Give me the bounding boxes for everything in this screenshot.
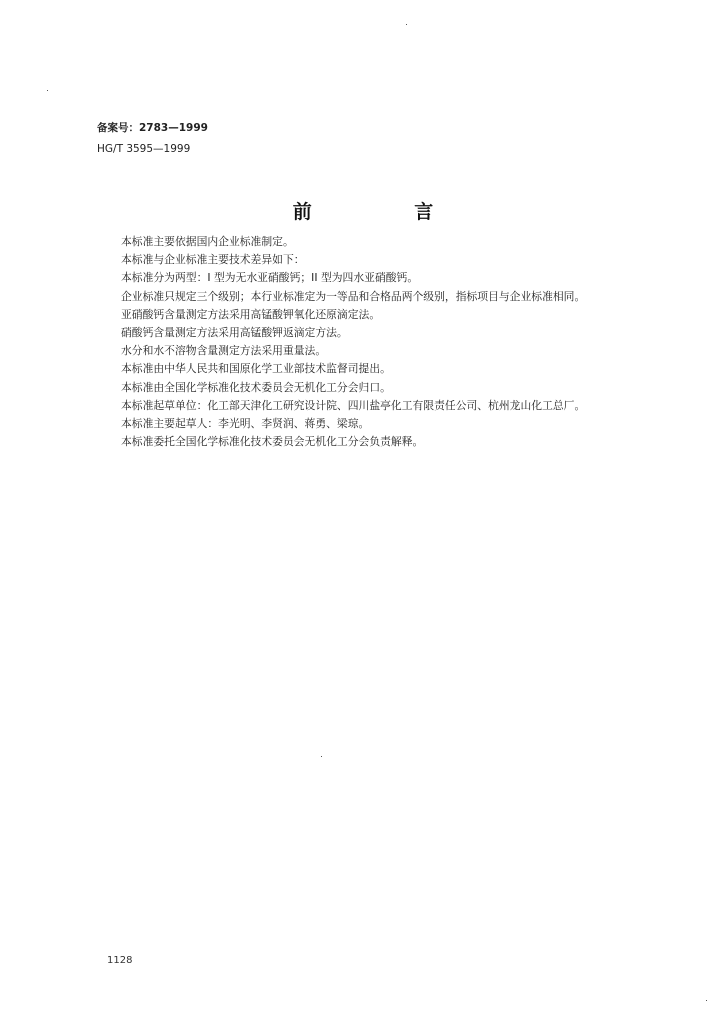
standard-code: HG/T 3595—1999 [97,143,191,155]
registration-number: 备案号：2783—1999 [97,122,208,134]
foreword-paragraph: 亚硝酸钙含量测定方法采用高锰酸钾氧化还原滴定法。 [121,307,381,321]
foreword-paragraph: 硝酸钙含量测定方法采用高锰酸钾返滴定方法。 [121,326,348,340]
page-number: 1128 [107,955,133,966]
foreword-paragraph: 企业标准只规定三个级别；本行业标准定为一等品和合格品两个级别，指标项目与企业标准相同。 [121,289,586,303]
foreword-paragraph: 本标准由全国化学标准化技术委员会无机化工分会归口。 [121,380,391,394]
scan-speck [321,756,322,757]
foreword-paragraph: 水分和水不溶物含量测定方法采用重量法。 [121,344,327,358]
foreword-paragraph: 本标准主要起草人：李光明、李贤润、蒋勇、梁琼。 [121,417,370,431]
foreword-paragraph: 本标准与企业标准主要技术差异如下： [121,253,305,267]
foreword-paragraph: 本标准起草单位：化工部天津化工研究设计院、四川盐亭化工有限责任公司、杭州龙山化工总厂。 [121,398,586,412]
page-title: 前 言 [292,201,482,223]
foreword-paragraph: 本标准由中华人民共和国原化学工业部技术监督司提出。 [121,362,391,376]
scan-speck [47,90,48,91]
scan-speck [406,24,407,25]
scan-speck [706,1000,707,1001]
foreword-paragraph: 本标准委托全国化学标准化技术委员会无机化工分会负责解释。 [121,435,424,449]
foreword-paragraph: 本标准主要依据国内企业标准制定。 [121,235,294,248]
foreword-paragraph: 本标准分为两型：I 型为无水亚硝酸钙；II 型为四水亚硝酸钙。 [121,271,419,285]
document-header [97,118,208,160]
foreword-body [121,233,681,451]
